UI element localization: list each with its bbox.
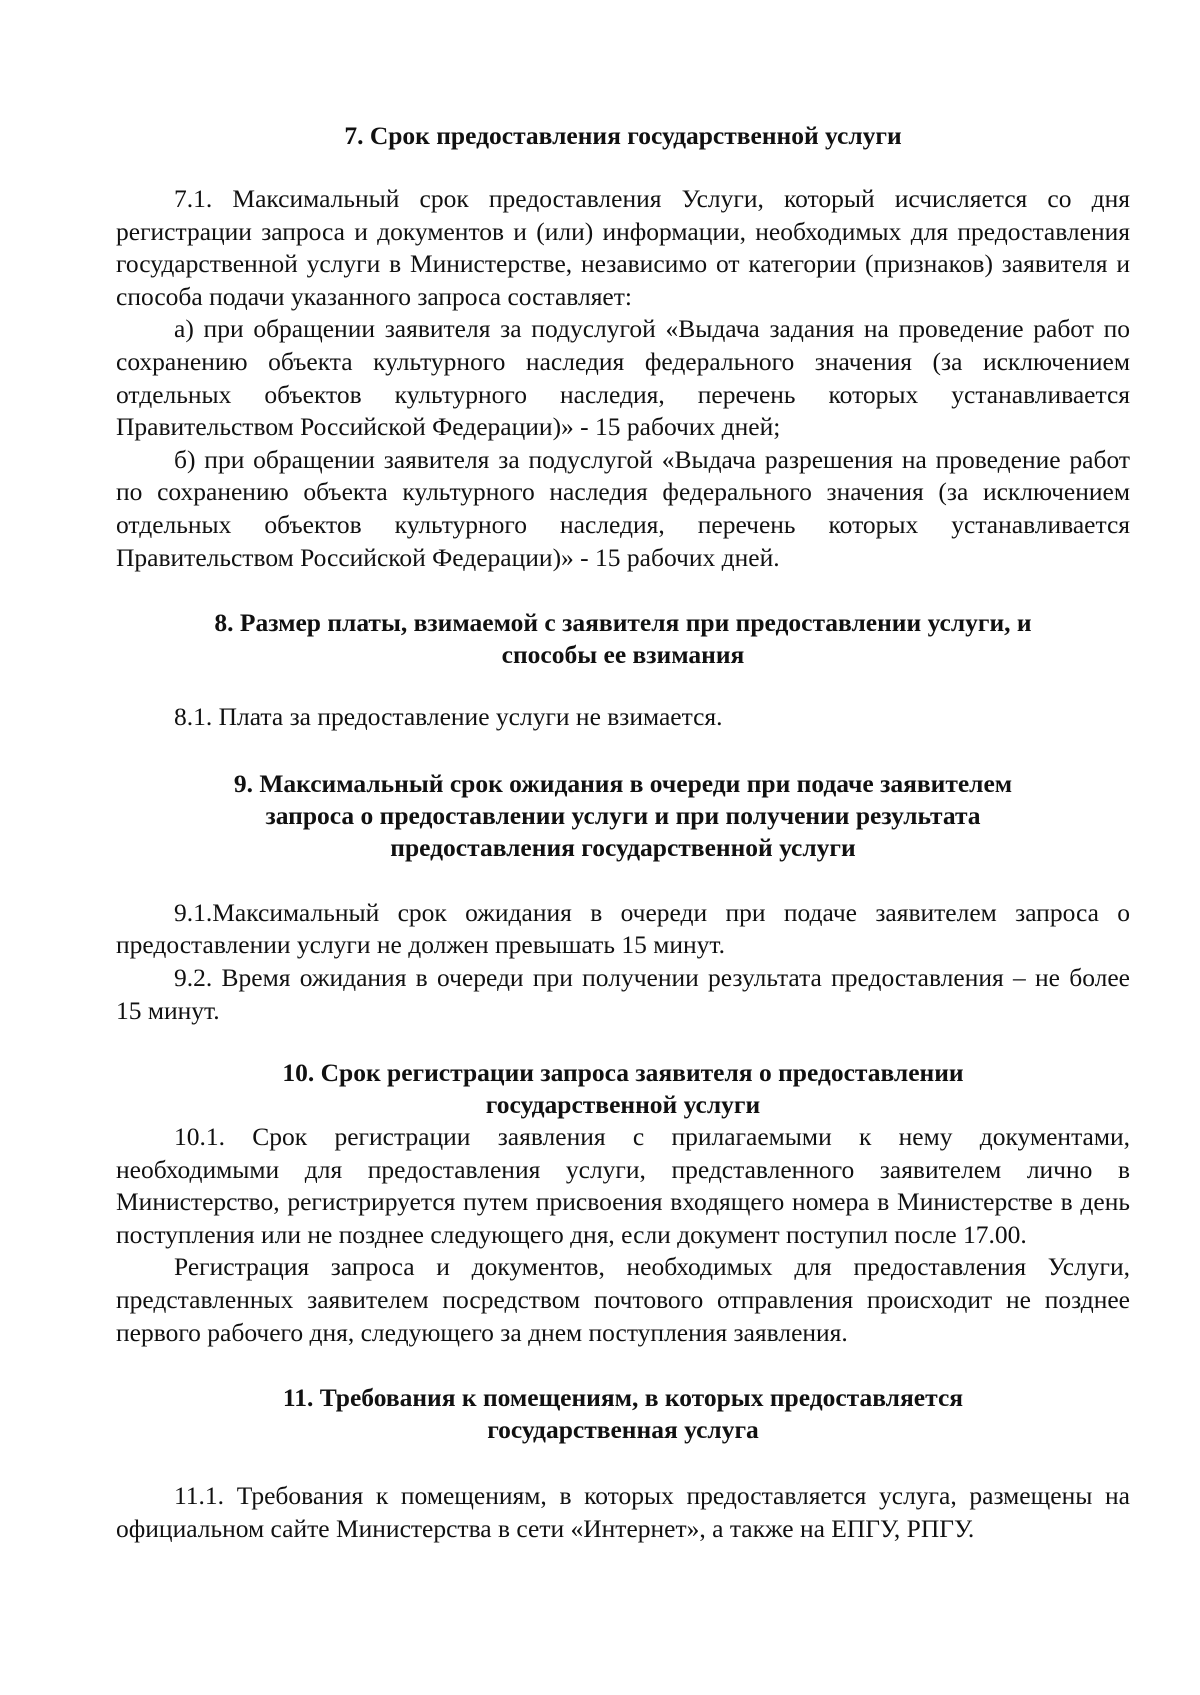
paragraph-8-1: 8.1. Плата за предоставление услуги не взимается. [174, 702, 723, 732]
section-10-heading [116, 1057, 1130, 1121]
heading-line: 10. Срок регистрации запроса заявителя о предоставлении [282, 1058, 964, 1088]
paragraph-10-1: 10.1. Срок регистрации заявления с прилагаемыми к нему документами, необходимыми для предоставления услуги, представленного заявителем лично в Министерство, регистрируется путем присвоения входящего номера в Министерстве в день поступления или не позднее следующего дня, если документ поступил после 17.00. [116, 1122, 1130, 1249]
paragraph-11-1: 11.1. Требования к помещениям, в которых предоставляется услуга, размещены на официальном сайте Министерства в сети «Интернет», а также на ЕПГУ, РПГУ. [116, 1481, 1130, 1543]
section-11-heading [116, 1382, 1130, 1446]
paragraph-7-1-a: а) при обращении заявителя за подуслугой «Выдача задания на проведение работ по сохранению объекта культурного наследия федерального значения (за исключением отдельных объектов культурного наследия, перечень которых устанавливается Правительством Российской Федерации)» - 15 рабочих дней; [116, 314, 1130, 442]
section-8-heading [116, 607, 1130, 671]
heading-line: 7. Срок предоставления государственной услуги [344, 121, 902, 150]
document-page [116, 120, 1130, 1545]
heading-line: предоставления государственной услуги [390, 832, 856, 862]
paragraph-9-2: 9.2. Время ожидания в очереди при получении результата предоставления – не более 15 минут. [116, 962, 1130, 1025]
heading-line: государственная услуга [487, 1415, 759, 1445]
section-9-heading [116, 768, 1130, 864]
heading-line: 9. Максимальный срок ожидания в очереди при подаче заявителем [233, 768, 1013, 798]
heading-line: запроса о предоставлении услуги и при получении результата [265, 800, 981, 830]
heading-line: 11. Требования к помещениям, в которых предоставляется [282, 1383, 964, 1413]
paragraph-9-1: 9.1.Максимальный срок ожидания в очереди при подаче заявителем запроса о предоставлении услуги не должен превышать 15 минут. [116, 897, 1130, 960]
paragraph-7-1: 7.1. Максимальный срок предоставления Услуги, который исчисляется со дня регистрации запроса и документов и (или) информации, необходимых для предоставления государственной услуги в Министерстве, независимо от категории (признаков) заявителя и способа подачи указанного запроса составляет: [116, 184, 1130, 311]
paragraph-7-1-b: б) при обращении заявителя за подуслугой «Выдача разрешения на проведение работ по сохранению объекта культурного наследия федерального значения (за исключением отдельных объектов культурного наследия, перечень которых устанавливается Правительством Российской Федерации)» - 15 рабочих дней. [116, 444, 1130, 572]
paragraph-10-registration: Регистрация запроса и документов, необходимых для предоставления Услуги, представленных заявителем посредством почтового отправления происходит не позднее первого рабочего дня, следующего за днем поступления заявления. [116, 1252, 1130, 1347]
heading-line: государственной услуги [485, 1090, 761, 1120]
heading-line: способы ее взимания [501, 640, 745, 670]
section-7-heading [116, 120, 1130, 152]
heading-line: 8. Размер платы, взимаемой с заявителя при предоставлении услуги, и [214, 608, 1032, 638]
